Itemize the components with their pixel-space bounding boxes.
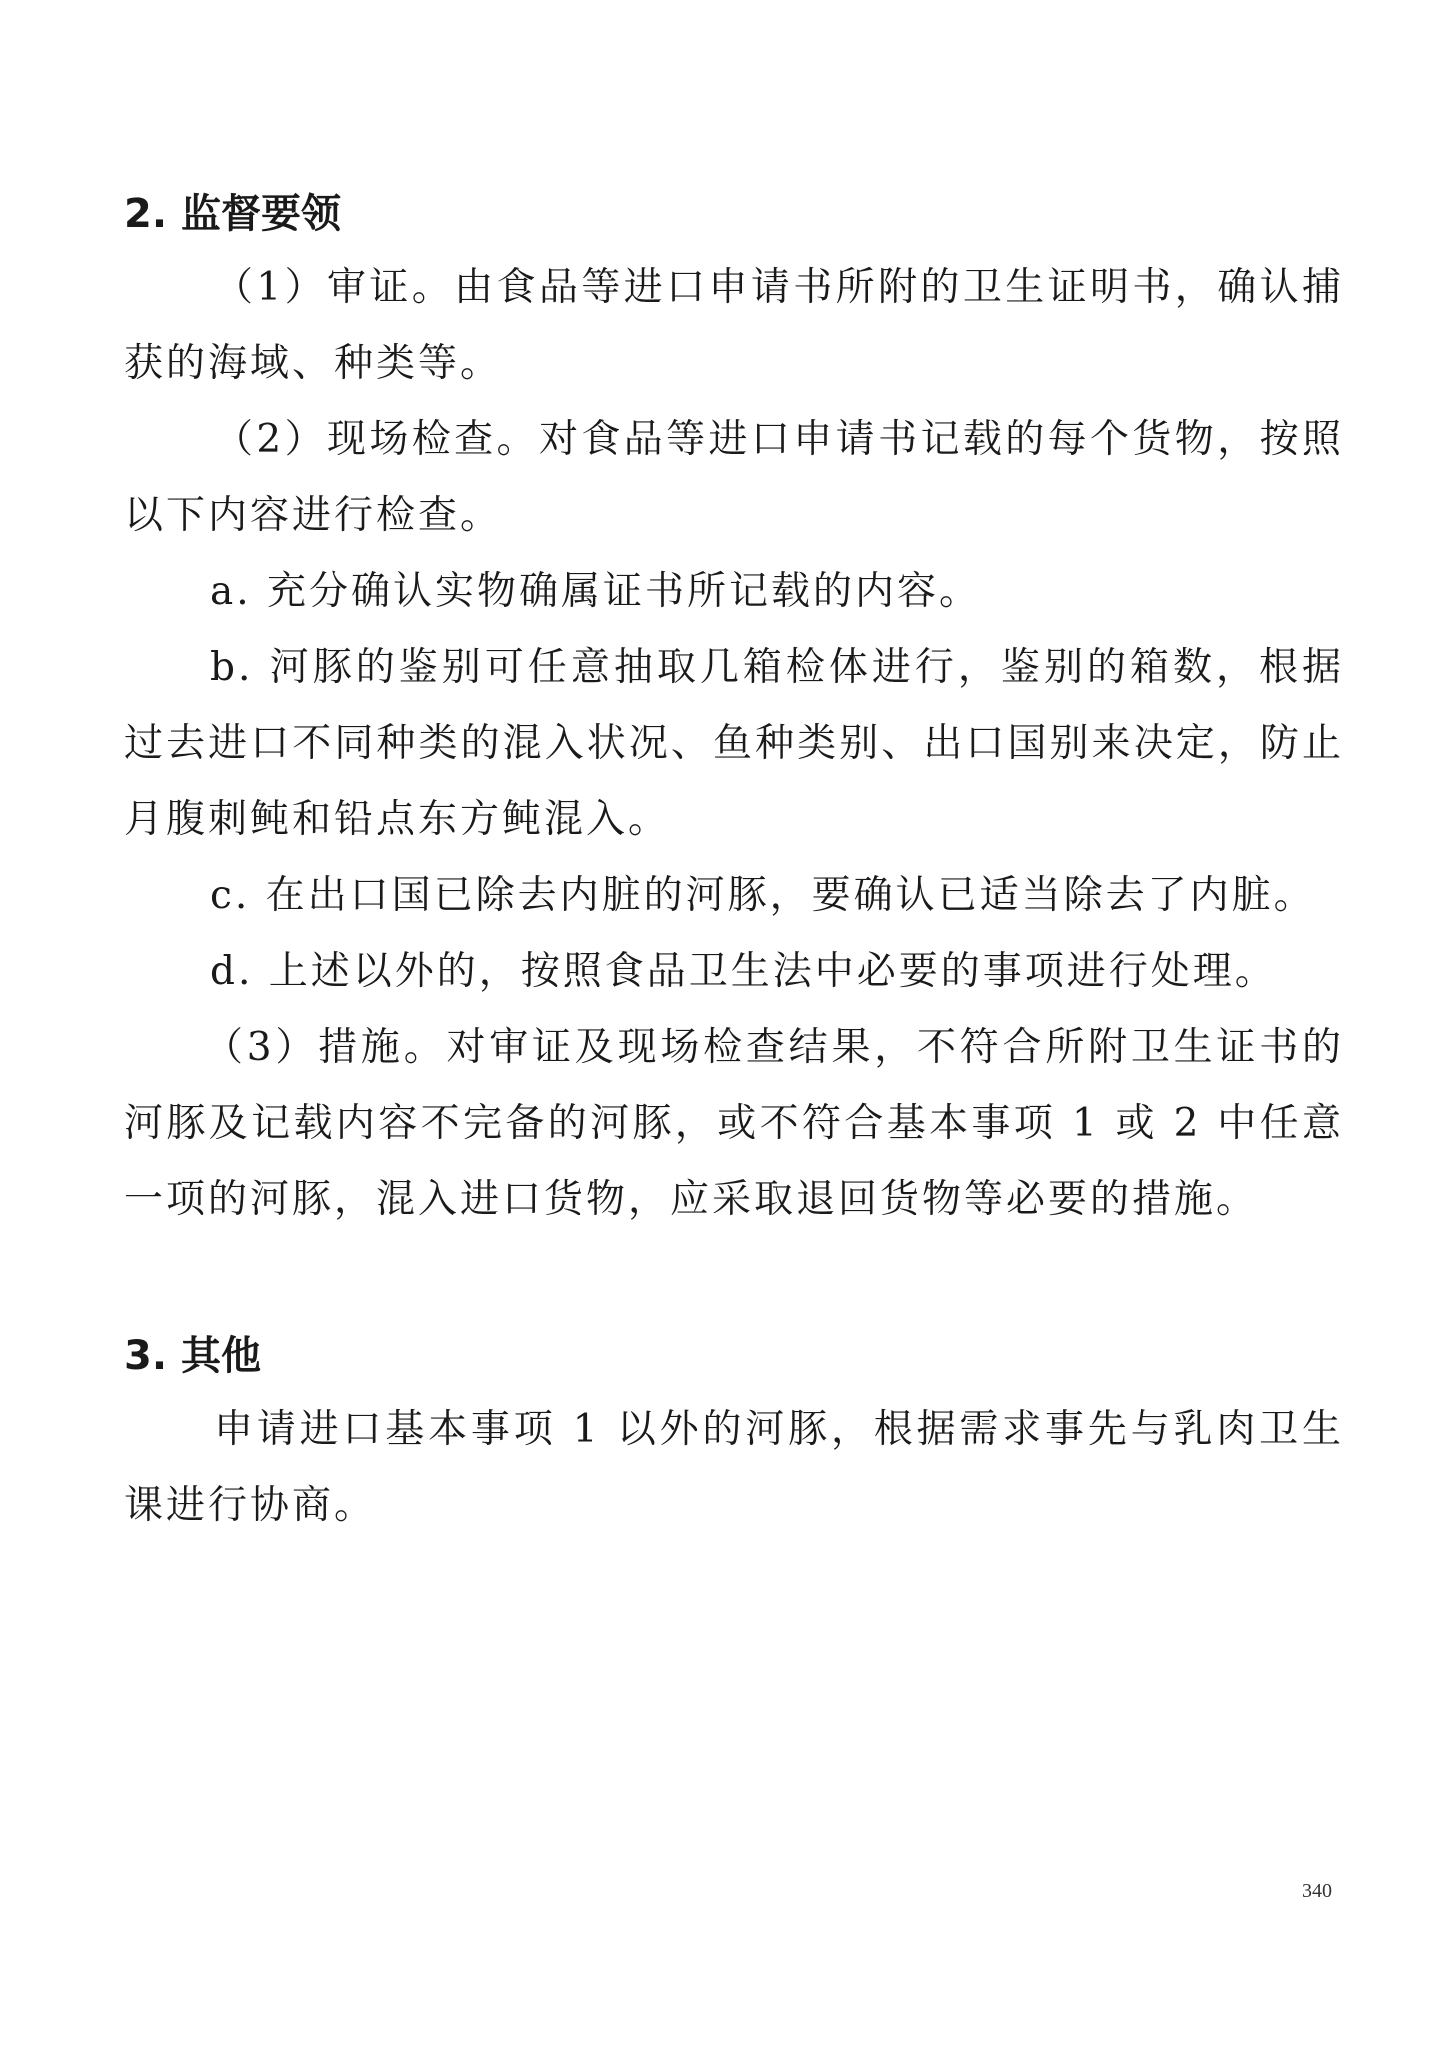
list-item-a: a. 充分确认实物确属证书所记载的内容。 bbox=[210, 569, 982, 614]
section-3-heading: 3. 其他 bbox=[124, 1333, 261, 1379]
list-item-d: d. 上述以外的，按照食品卫生法中必要的事项进行处理。 bbox=[210, 949, 1277, 994]
paragraph-other: 申请进口基本事项 1 以外的河豚，根据需求事先与乳肉卫生课进行协商。 bbox=[124, 1407, 1344, 1528]
paragraph-measures: （3）措施。对审证及现场检查结果，不符合所附卫生证书的河豚及记载内容不完备的河豚，或不符合基本事项 1 或 2 中任意一项的河豚，混入进口货物，应采取退回货物等必要的措施。 bbox=[124, 1025, 1344, 1222]
page-number: 340 bbox=[1302, 1880, 1332, 1902]
list-item-b: b. 河豚的鉴别可任意抽取几箱检体进行，鉴别的箱数，根据过去进口不同种类的混入状况、鱼种类别、出口国别来决定，防止月腹刺鲀和铅点东方鲀混入。 bbox=[124, 645, 1344, 842]
section-2-heading: 2. 监督要领 bbox=[124, 191, 341, 237]
list-item-c: c. 在出口国已除去内脏的河豚，要确认已适当除去了内脏。 bbox=[210, 873, 1316, 918]
paragraph-onsite-inspection: （2）现场检查。对食品等进口申请书记载的每个货物，按照以下内容进行检查。 bbox=[124, 417, 1344, 538]
paragraph-review-certificate: （1）审证。由食品等进口申请书所附的卫生证明书，确认捕获的海域、种类等。 bbox=[124, 265, 1344, 386]
